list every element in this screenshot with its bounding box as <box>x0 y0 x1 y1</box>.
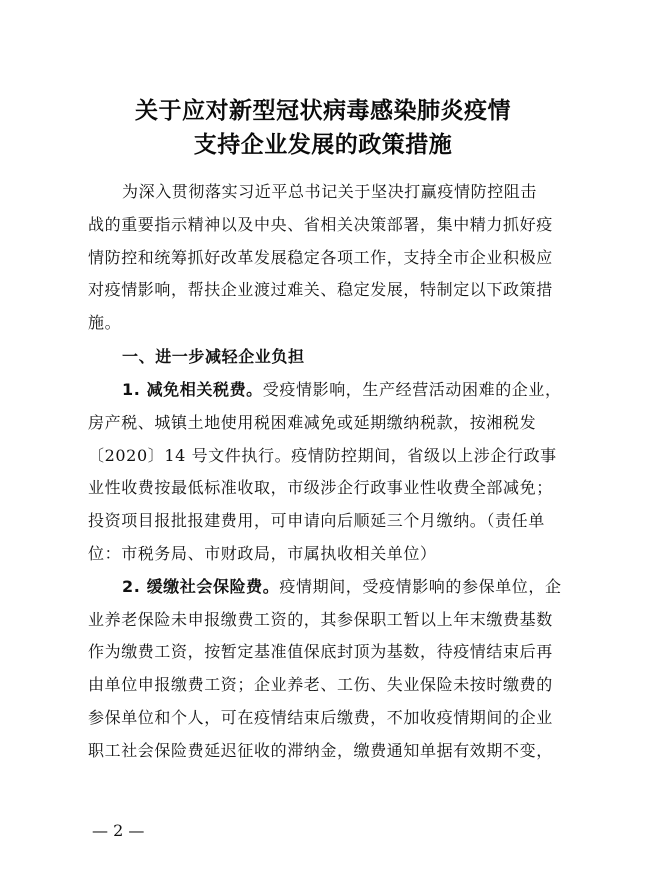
item-2-first-line <box>88 571 584 604</box>
item-2-paragraph <box>88 571 584 768</box>
item-1-lead: 1. 减免相关税费。 <box>122 379 263 399</box>
item-2-line: 业养老保险未申报缴费工资的，其参保职工暂以上年末缴费基数 <box>88 609 553 629</box>
intro-line: 为深入贯彻落实习近平总书记关于坚决打赢疫情防控阻击 <box>122 182 538 201</box>
document-title-line-2: 支持企业发展的政策措施 <box>193 132 453 158</box>
item-2-lead: 2. 缓缴社会保险费。 <box>122 576 280 596</box>
intro-line: 施。 <box>88 313 122 333</box>
intro-line: 情防控和统筹抓好改革发展稳定各项工作，支持全市企业积极应 <box>88 247 553 267</box>
item-1-line: 〔2020〕14 号文件执行。疫情防控期间，省级以上涉企行政事 <box>88 445 557 465</box>
item-2-line: 职工社会保险费延迟征收的滞纳金，缴费通知单据有效期不变， <box>88 740 553 760</box>
item-1-first-text: 受疫情影响，生产经营活动困难的企业， <box>262 379 562 399</box>
document-body <box>88 176 584 768</box>
intro-paragraph <box>88 176 584 340</box>
item-1-line: 位：市税务局、市财政局，市属执收相关单位） <box>88 543 437 563</box>
item-2-line: 由单位申报缴费工资；企业养老、工伤、失业保险未按时缴费的 <box>88 675 553 695</box>
item-1-line: 投资项目报批报建费用，可申请向后顺延三个月缴纳。（责任单 <box>88 511 545 531</box>
item-2-line: 参保单位和个人，可在疫情结束后缴费，不加收疫情期间的企业 <box>88 707 553 727</box>
document-title-line-1: 关于应对新型冠状病毒感染肺炎疫情 <box>135 98 511 124</box>
item-1-line: 房产税、城镇土地使用税困难减免或延期缴纳税款，按湘税发 <box>88 412 537 432</box>
item-2-line: 作为缴费工资，按暂定基准值保底封顶为基数，待疫情结束后再 <box>88 642 553 662</box>
item-2-first-text: 疫情期间，受疫情影响的参保单位，企 <box>279 576 562 596</box>
item-1-paragraph <box>88 374 584 571</box>
intro-line: 战的重要指示精神以及中央、省相关决策部署，集中精力抓好疫 <box>88 214 553 234</box>
page-number: — 2 — <box>92 821 145 840</box>
section-heading: 一、进一步减轻企业负担 <box>122 346 305 366</box>
intro-line: 对疫情影响，帮扶企业渡过难关、稳定发展，特制定以下政策措 <box>88 280 553 300</box>
item-1-line: 业性收费按最低标准收取，市级涉企行政事业性收费全部减免； <box>88 478 553 498</box>
item-1-first-line <box>88 374 584 407</box>
